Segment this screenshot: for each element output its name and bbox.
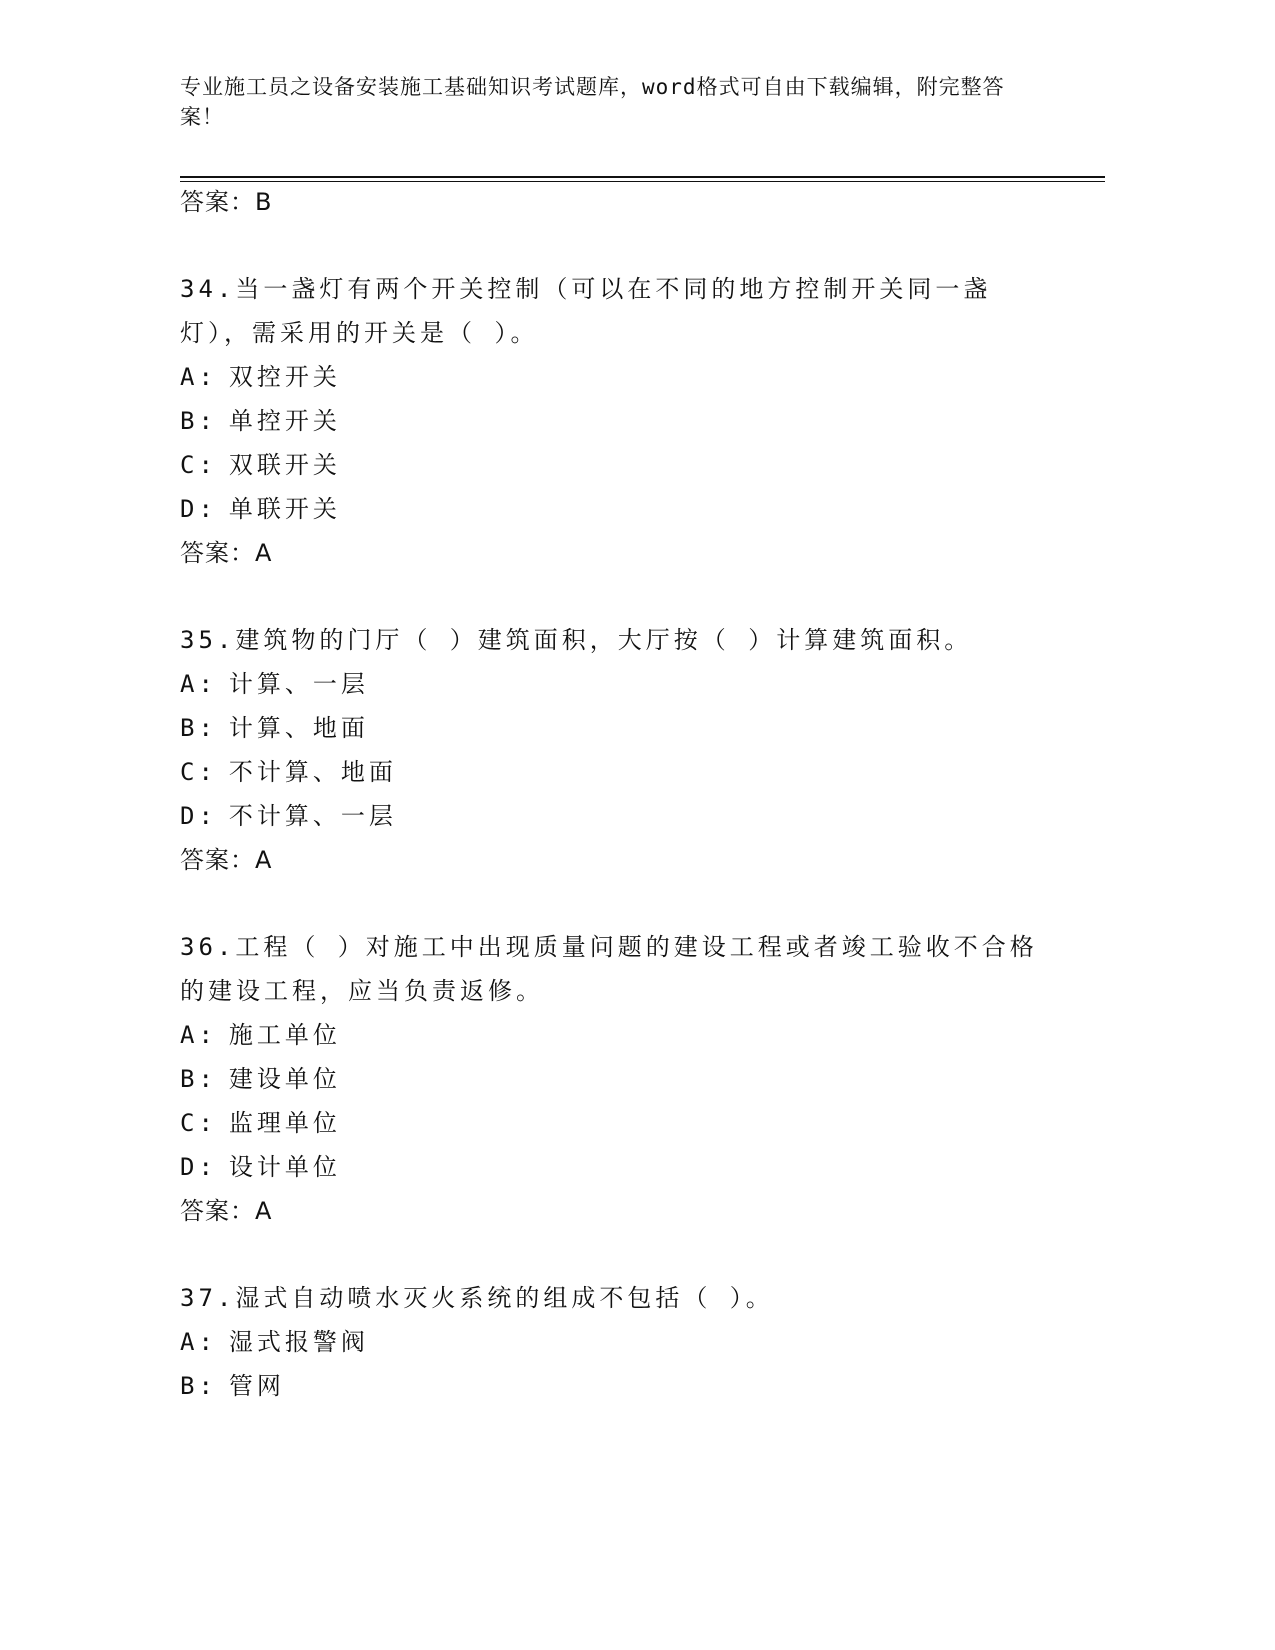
spacer xyxy=(180,882,1040,925)
spacer xyxy=(180,1233,1040,1276)
option-b xyxy=(180,1364,1040,1408)
option-d xyxy=(180,794,1040,838)
option-a xyxy=(180,662,1040,706)
question-stem: 36.工程（ ）对施工中出现质量问题的建设工程或者竣工验收不合格的建设工程，应当负责返修。 xyxy=(180,933,1038,1005)
option-letter: A: xyxy=(180,363,217,391)
option-a xyxy=(180,1320,1040,1364)
option-letter: A: xyxy=(180,1328,217,1356)
option-b xyxy=(180,399,1040,443)
option-text: 不计算、一层 xyxy=(228,802,397,830)
spacer xyxy=(180,575,1040,618)
option-letter: A: xyxy=(180,670,217,698)
option-text: 计算、一层 xyxy=(228,670,369,698)
document-header: 专业施工员之设备安装施工基础知识考试题库，word格式可自由下载编辑，附完整答案！ xyxy=(180,75,1005,129)
answer-line: 答案：A xyxy=(180,539,273,567)
option-letter: A: xyxy=(180,1021,217,1049)
option-text: 设计单位 xyxy=(228,1153,341,1181)
option-letter: D: xyxy=(180,802,217,830)
option-letter: D: xyxy=(180,495,217,523)
option-b xyxy=(180,706,1040,750)
option-text: 单联开关 xyxy=(228,495,341,523)
option-letter: B: xyxy=(180,1065,217,1093)
option-text: 单控开关 xyxy=(228,407,341,435)
header-rule-thick xyxy=(180,176,1105,178)
option-text: 建设单位 xyxy=(228,1065,341,1093)
question-stem: 37.湿式自动喷水灭火系统的组成不包括（ ）。 xyxy=(180,1284,774,1312)
answer-line: 答案：A xyxy=(180,1197,273,1225)
option-text: 施工单位 xyxy=(228,1021,341,1049)
option-letter: B: xyxy=(180,407,217,435)
option-text: 湿式报警阀 xyxy=(228,1328,369,1356)
option-a xyxy=(180,1013,1040,1057)
option-letter: D: xyxy=(180,1153,217,1181)
spacer xyxy=(180,224,1040,267)
option-c xyxy=(180,750,1040,794)
option-b xyxy=(180,1057,1040,1101)
question-stem: 34.当一盏灯有两个开关控制（可以在不同的地方控制开关同一盏灯），需采用的开关是（ ）。 xyxy=(180,275,992,347)
answer-line: 答案：A xyxy=(180,846,273,874)
question-list xyxy=(180,180,1040,1408)
option-letter: C: xyxy=(180,451,217,479)
option-letter: C: xyxy=(180,758,217,786)
option-text: 计算、地面 xyxy=(228,714,369,742)
option-text: 双控开关 xyxy=(228,363,341,391)
option-text: 监理单位 xyxy=(228,1109,341,1137)
option-text: 不计算、地面 xyxy=(228,758,397,786)
option-text: 管网 xyxy=(228,1372,285,1400)
option-letter: B: xyxy=(180,1372,217,1400)
option-letter: B: xyxy=(180,714,217,742)
option-text: 双联开关 xyxy=(228,451,341,479)
option-d xyxy=(180,1145,1040,1189)
option-a xyxy=(180,355,1040,399)
option-c xyxy=(180,1101,1040,1145)
option-c xyxy=(180,443,1040,487)
option-letter: C: xyxy=(180,1109,217,1137)
question-stem: 35.建筑物的门厅（ ）建筑面积，大厅按（ ）计算建筑面积。 xyxy=(180,626,973,654)
option-d xyxy=(180,487,1040,531)
answer-line: 答案：B xyxy=(180,188,273,216)
